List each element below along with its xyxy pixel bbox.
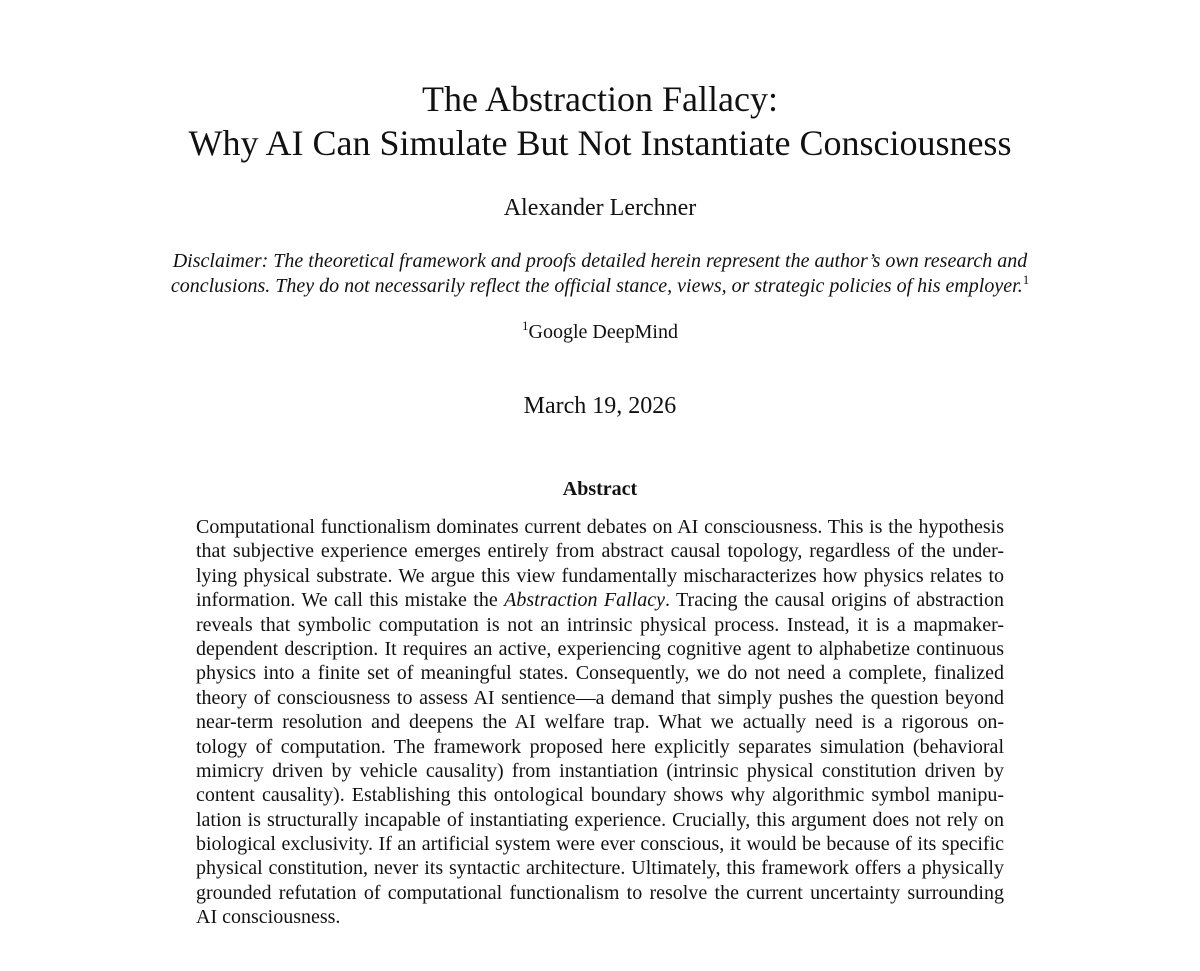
disclaimer-footnote-mark: 1	[1022, 272, 1030, 287]
author-name: Alexander Lerchner	[503, 195, 697, 221]
abstract-line: physics into a finite set of meaningful states. Consequently, we do not need a complete, finalized	[196, 662, 1004, 685]
abstract-line: reveals that symbolic computation is not an intrinsic physical process. Instead, it is a mapmaker-	[196, 613, 1004, 636]
abstract-line-text: . Tracing the causal origins of abstraction	[664, 589, 1004, 612]
abstract-line: mimicry driven by vehicle causality) from instantiation (intrinsic physical constitution driven by	[196, 759, 1004, 782]
abstract-body	[196, 515, 1004, 930]
abstract-line: AI consciousness.	[196, 906, 341, 929]
abstract-line: tology of computation. The framework proposed here explicitly separates simulation (behavioral	[196, 735, 1004, 758]
disclaimer-line-2: conclusions. They do not necessarily reflect the official stance, views, or strategic policies of his employer.	[170, 275, 1023, 297]
abstract-line: content causality). Establishing this ontological boundary shows why algorithmic symbol manipu-	[196, 784, 1004, 807]
abstract-heading: Abstract	[562, 478, 638, 500]
abstract-line: near-term resolution and deepens the AI welfare trap. What we actually need is a rigorous on-	[196, 711, 1004, 734]
paper-title-line-2: Why AI Can Simulate But Not Instantiate Consciousness	[188, 123, 1012, 163]
abstract-line: that subjective experience emerges entirely from abstract causal topology, regardless of the under-	[196, 540, 1004, 563]
affiliation-mark: 1	[522, 318, 529, 333]
abstract-line: theory of consciousness to assess AI sentience—a demand that simply pushes the question beyond	[196, 686, 1004, 709]
abstract-line	[196, 588, 1004, 612]
abstract-line: dependent description. It requires an active, experiencing cognitive agent to alphabetize continuous	[196, 637, 1004, 660]
affiliation-name: Google DeepMind	[528, 321, 678, 343]
abstract-line: biological exclusivity. If an artificial system were ever conscious, it would be because of its specific	[196, 833, 1004, 856]
abstract-line: lation is structurally incapable of instantiating experience. Crucially, this argument does not rely on	[196, 808, 1004, 831]
disclaimer-line-1: Disclaimer: The theoretical framework and proofs detailed herein represent the author’s own research and	[172, 250, 1028, 272]
paper-title-line-1: The Abstraction Fallacy:	[422, 79, 778, 119]
affiliation	[0, 319, 1200, 345]
abstract-emphasis-term: Abstraction Fallacy	[504, 589, 665, 612]
abstract-line: grounded refutation of computational functionalism to resolve the current uncertainty surrounding	[196, 881, 1004, 904]
disclaimer-line-2-wrap	[150, 274, 1050, 299]
abstract-line: physical constitution, never its syntactic architecture. Ultimately, this framework offers a physically	[196, 857, 1004, 880]
abstract-line-text: information. We call this mistake the	[196, 589, 505, 612]
publication-date: March 19, 2026	[523, 393, 677, 419]
disclaimer	[150, 249, 1050, 299]
abstract-line: lying physical substrate. We argue this view fundamentally mischaracterizes how physics relates to	[196, 564, 1004, 587]
abstract-line: Computational functionalism dominates current debates on AI consciousness. This is the hypothesis	[196, 516, 1004, 538]
